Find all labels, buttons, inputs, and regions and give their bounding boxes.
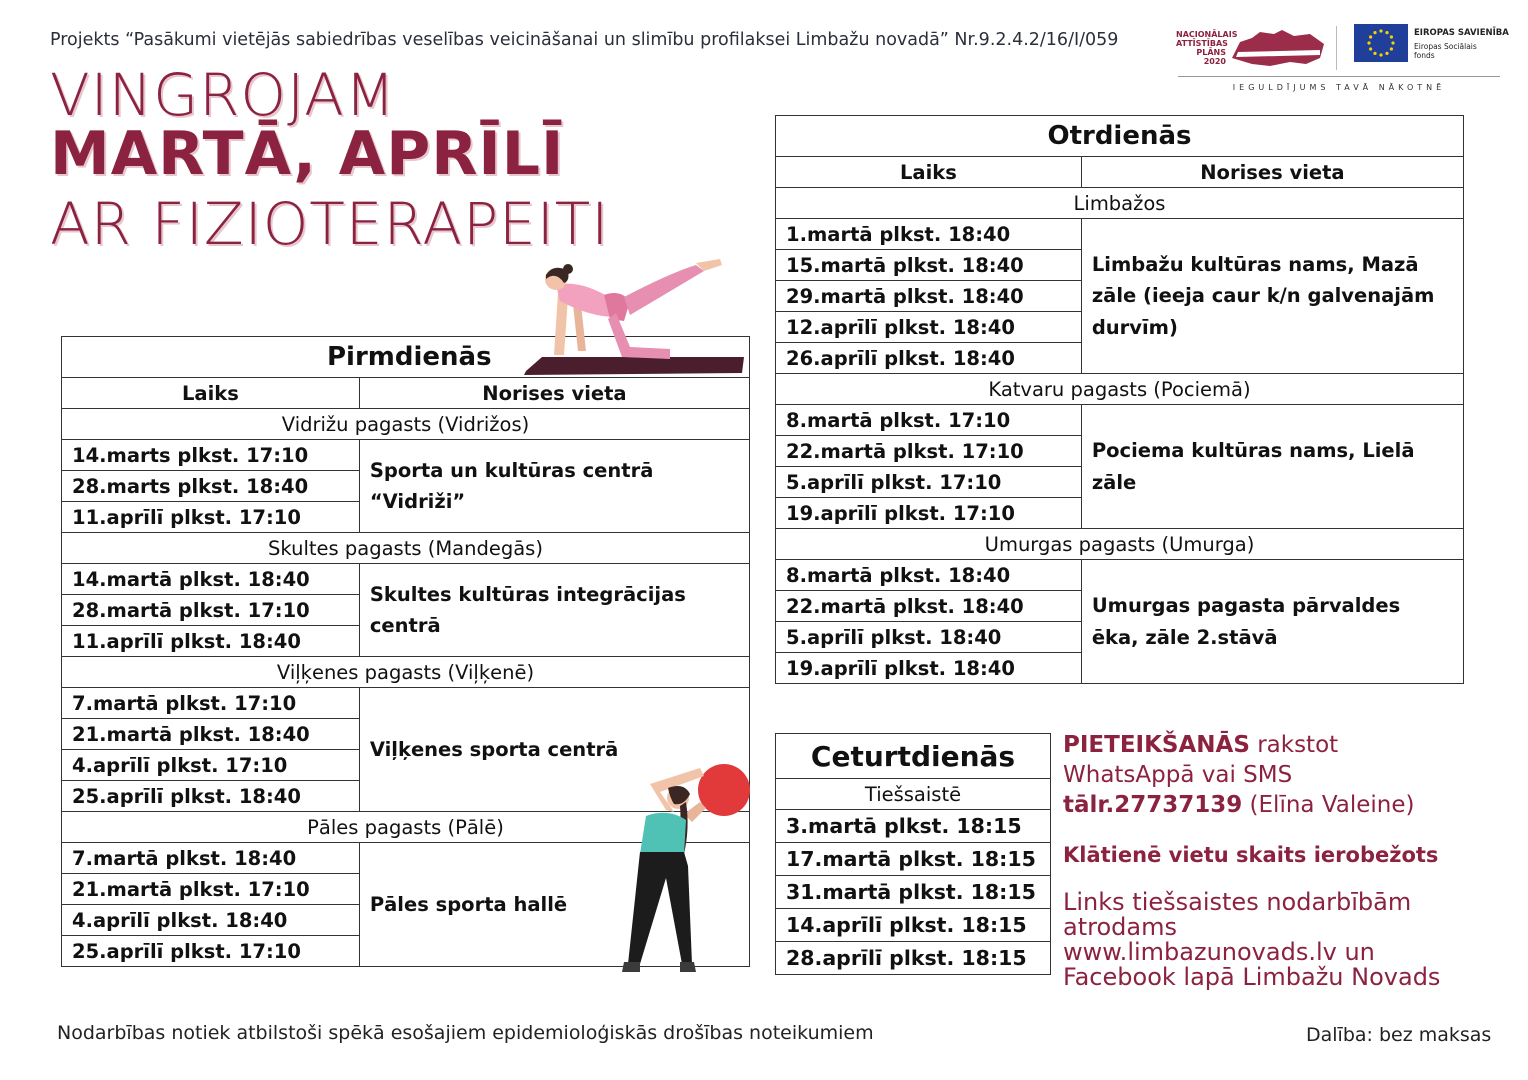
links-line: Links tiešsaistes nodarbībām [1063,888,1412,916]
session-date: 22.martā plkst. 18:40 [776,591,1082,622]
tuesday-day-header: Otrdienās [776,116,1464,157]
session-date: 31.martā plkst. 18:15 [776,876,1051,909]
monday-day-header: Pirmdienās [62,337,750,378]
session-date: 28.aprīlī plkst. 18:15 [776,942,1051,975]
session-date: 25.aprīlī plkst. 17:10 [62,936,360,967]
registration-method: rakstot [1249,732,1339,758]
ball-stretch-illustration [588,758,758,980]
session-date: 19.aprīlī plkst. 17:10 [776,498,1082,529]
eu-slogan: IEGULDĪJUMS TAVĀ NĀKOTNĒ [1232,83,1446,92]
session-date: 28.martā plkst. 17:10 [62,595,360,626]
nap-logo-line: NACIONĀLAIS [1176,30,1238,39]
session-date: 5.aprīlī plkst. 18:40 [776,622,1082,653]
phone-number[interactable]: tālr.27737139 [1063,792,1243,818]
limited-seats-notice: Klātienē vietu skaits ierobežots [1063,843,1439,867]
session-date: 1.martā plkst. 18:40 [776,219,1082,250]
session-venue: Skultes kultūras integrācijas centrā [359,564,749,657]
project-header: Projekts “Pasākumi vietējās sabiedrības veselības veicināšanai un slimību profilaksei Limbažu novadā” Nr.9.2.4.2/16/I/059 [50,30,1119,50]
title-line-1: VINGROJAM [50,61,396,129]
region-row: Vidrižu pagasts (Vidrižos) [62,409,750,440]
region-row: Limbažos [776,188,1464,219]
region-row: Umurgas pagasts (Umurga) [776,529,1464,560]
time-column-header: Laiks [776,157,1082,188]
region-row: Skultes pagasts (Mandegās) [62,533,750,564]
session-date: 14.aprīlī plkst. 18:15 [776,909,1051,942]
place-column-header: Norises vieta [1081,157,1463,188]
registration-channels: WhatsAppā vai SMS [1063,762,1293,788]
facebook-link[interactable]: Facebook lapā Limbažu Novads [1063,963,1441,991]
region-row: Pāles pagasts (Pālē) [62,812,750,843]
session-date: 28.marts plkst. 18:40 [62,471,360,502]
session-date: 14.marts plkst. 17:10 [62,440,360,471]
latvia-map-icon [1230,28,1326,70]
session-date: 21.martā plkst. 18:40 [62,719,360,750]
links-line: atrodams [1063,913,1177,941]
nap-logo-line: PLĀNS 2020 [1196,48,1226,66]
session-date: 8.martā plkst. 17:10 [776,405,1082,436]
session-date: 5.aprīlī plkst. 17:10 [776,467,1082,498]
session-date: 11.aprīlī plkst. 17:10 [62,502,360,533]
session-date: 17.martā plkst. 18:15 [776,843,1051,876]
session-date: 8.martā plkst. 18:40 [776,560,1082,591]
session-venue: Viļķenes sporta centrā [359,688,749,812]
session-venue: Pociema kultūras nams, Lielā zāle [1081,405,1463,529]
nap-logo-line: ATTĪSTĪBAS [1176,39,1228,48]
yoga-woman-illustration [520,255,750,377]
session-venue: Pāles sporta hallē [359,843,749,967]
session-date: 21.martā plkst. 17:10 [62,874,360,905]
session-date: 4.aprīlī plkst. 18:40 [62,905,360,936]
footer-safety-note: Nodarbības notiek atbilstoši spēkā esošajiem epidemioloģiskās drošības noteikumiem [57,1022,874,1044]
nap-2020-logo [1176,28,1326,70]
website-link[interactable]: www.limbazunovads.lv un [1063,938,1375,966]
contact-person: (Elīna Valeine) [1242,792,1415,818]
title-line-3: AR FIZIOTERAPEITI [50,190,610,258]
session-date: 7.martā plkst. 18:40 [62,843,360,874]
eu-logo-sub: Eiropas Sociālais [1414,42,1477,51]
session-date: 19.aprīlī plkst. 18:40 [776,653,1082,684]
session-venue: Sporta un kultūras centrā “Vidriži” [359,440,749,533]
session-date: 14.martā plkst. 18:40 [62,564,360,595]
time-column-header: Laiks [62,378,360,409]
session-date: 26.aprīlī plkst. 18:40 [776,343,1082,374]
session-venue: Umurgas pagasta pārvaldes ēka, zāle 2.stāvā [1081,560,1463,684]
session-date: 3.martā plkst. 18:15 [776,810,1051,843]
session-date: 11.aprīlī plkst. 18:40 [62,626,360,657]
online-links-info [1063,890,1440,990]
place-column-header: Norises vieta [359,378,749,409]
thursday-schedule-table [775,733,1051,975]
footer-price-note: Dalība: bez maksas [1306,1024,1492,1046]
session-date: 22.martā plkst. 17:10 [776,436,1082,467]
session-date: 4.aprīlī plkst. 17:10 [62,750,360,781]
eu-logo-sub: fonds [1414,51,1435,60]
thursday-day-header: Ceturtdienās [776,734,1051,779]
title-line-2: MARTĀ, APRĪLĪ [50,119,565,189]
eu-logo [1340,22,1509,70]
logo-underline [1178,76,1500,77]
session-date: 7.martā plkst. 17:10 [62,688,360,719]
registration-heading: PIETEIKŠANĀS [1063,732,1250,758]
region-row: Tiešsaistē [776,779,1051,810]
session-date: 29.martā plkst. 18:40 [776,281,1082,312]
region-row: Viļķenes pagasts (Viļķenē) [62,657,750,688]
session-date: 15.martā plkst. 18:40 [776,250,1082,281]
session-date: 25.aprīlī plkst. 18:40 [62,781,360,812]
region-row: Katvaru pagasts (Pociemā) [776,374,1464,405]
logo-divider [1336,26,1337,70]
eu-logo-title: EIROPAS SAVIENĪBA [1414,28,1509,38]
registration-info [1063,730,1415,820]
session-venue: Limbažu kultūras nams, Mazā zāle (ieeja caur k/n galvenajām durvīm) [1081,219,1463,374]
tuesday-schedule-table [775,115,1464,684]
eu-flag-icon [1354,24,1408,62]
session-date: 12.aprīlī plkst. 18:40 [776,312,1082,343]
